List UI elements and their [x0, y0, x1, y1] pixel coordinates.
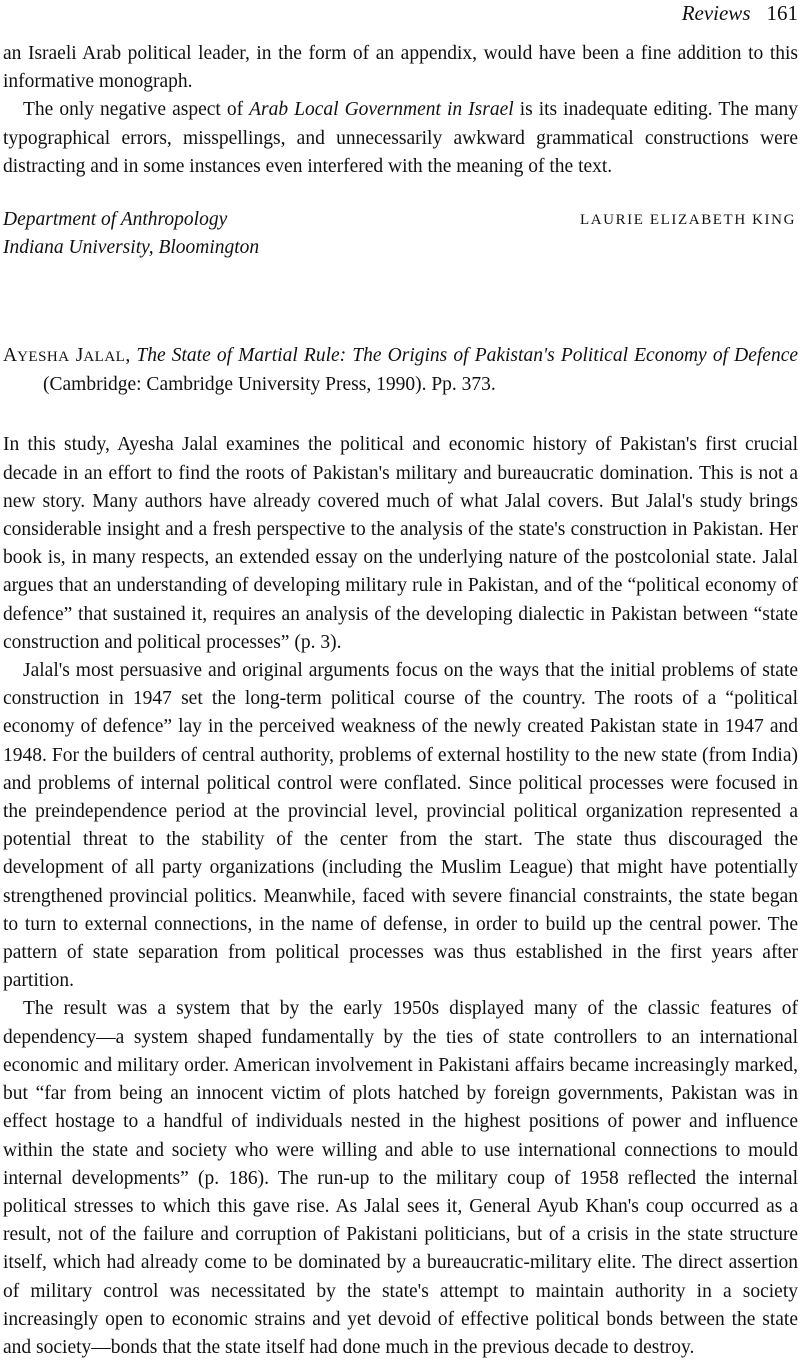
author-initial: J: [75, 345, 84, 367]
previous-review-paragraph: [3, 96, 798, 181]
citation-publisher: (Cambridge: Cambridge University Press, 1990). Pp. 373.: [43, 374, 496, 396]
review-paragraph: Jalal's most persuasive and original arguments focus on the ways that the initial problems of state construction in 1947 set the long-term political course of the country. The roots of a “political economy of defence” lay in the perceived weakness of the newly created Pakistan state in 1947 and 1948. For the builders of central authority, problems of external hostility to the new state (from India) and problems of internal political control were conflated. Since political processes were focused in the preindependence period at the provincial level, provincial political organization represented a potential threat to the stability of the center from the start. The state thus discouraged the development of all party organizations (including the Muslim League) that might have potentially strengthened provincial politics. Meanwhile, faced with severe financial constraints, the state began to turn to external connections, in the name of defense, in order to build up the central power. The pattern of state separation from political processes was thus established in the first years after partition.: [3, 660, 798, 992]
author-initial: A: [3, 345, 18, 367]
author-last-name: ALAL: [83, 349, 126, 366]
affiliation-department: Department of Anthropology: [3, 209, 228, 231]
running-head: [682, 0, 798, 26]
paragraph-text: is its inadequate editing. The many typographical errors, misspellings, and unnecessarily awkward grammatical constructions were distracting and in some instances even interfered with the meaning of the text.: [3, 99, 799, 177]
review-paragraph: The result was a system that by the early 1950s displayed many of the classic features of dependency—a system shaped fundamentally by the ties of state controllers to an international economic and military order. American involvement in Pakistani affairs became increasingly marked, but “far from being an innocent victim of plots hatched by foreign governments, Pakistan was in effect hostage to a handful of individuals nested in the highest positions of power and influence within the state and society who were willing and able to use international connections to mould internal developments” (p. 186). The run-up to the military coup of 1958 reflected the internal political stresses to which this gave rise. As Jalal sees it, General Ayub Khan's coup occurred as a result, not of the failure and corruption of Pakistani politicians, but of a crisis in the state structure itself, which had already come to be dominated by a bureaucratic-military elite. The direct assertion of military control was necessitated by the state's attempt to maintain authority in a society increasingly open to economic strains and yet devoid of effective political bonds between the state and society—bonds that the state itself had done much in the previous decade to destroy.: [3, 998, 798, 1358]
reviewer-signature: [3, 206, 798, 264]
paragraph-text: The only negative aspect of: [23, 99, 250, 121]
affiliation-university: Indiana University, Bloomington: [3, 237, 260, 259]
review-paragraph: In this study, Ayesha Jalal examines the political and economic history of Pakistan's first crucial decade in an effort to find the roots of Pakistan's military and bureaucratic domination. This is not a new story. Many authors have already covered much of what Jalal covers. But Jalal's study brings considerable insight and a fresh perspective to the analysis of the state's construction in Pakistan. Her book is, in many respects, an extended essay on the underlying nature of the postcolonial state. Jalal argues that an understanding of developing military rule in Pakistan, and of the “political economy of defence” that sustained it, requires an analysis of the developing dialectic in Pakistan between “state construction and political processes” (p. 3).: [3, 434, 798, 653]
review-body: [3, 431, 798, 1362]
author-first-name: YESHA: [17, 349, 70, 366]
citation-title: The State of Martial Rule: The Origins of Pakistan's Political Economy of Defence: [136, 345, 799, 367]
reviewer-name: LAURIE ELIZABETH KING: [579, 212, 796, 229]
citation-author: AYESHA JALAL,: [3, 345, 131, 367]
page-number: 161: [766, 1, 798, 25]
previous-review-paragraph: an Israeli Arab political leader, in the form of an appendix, would have been a fine addition to this informative monograph.: [3, 43, 798, 93]
page-content: [3, 40, 798, 1362]
book-title: Arab Local Government in Israel: [249, 99, 514, 121]
running-head-section: Reviews: [681, 1, 751, 25]
book-citation: [3, 342, 798, 399]
journal-page: [3, 0, 799, 1358]
